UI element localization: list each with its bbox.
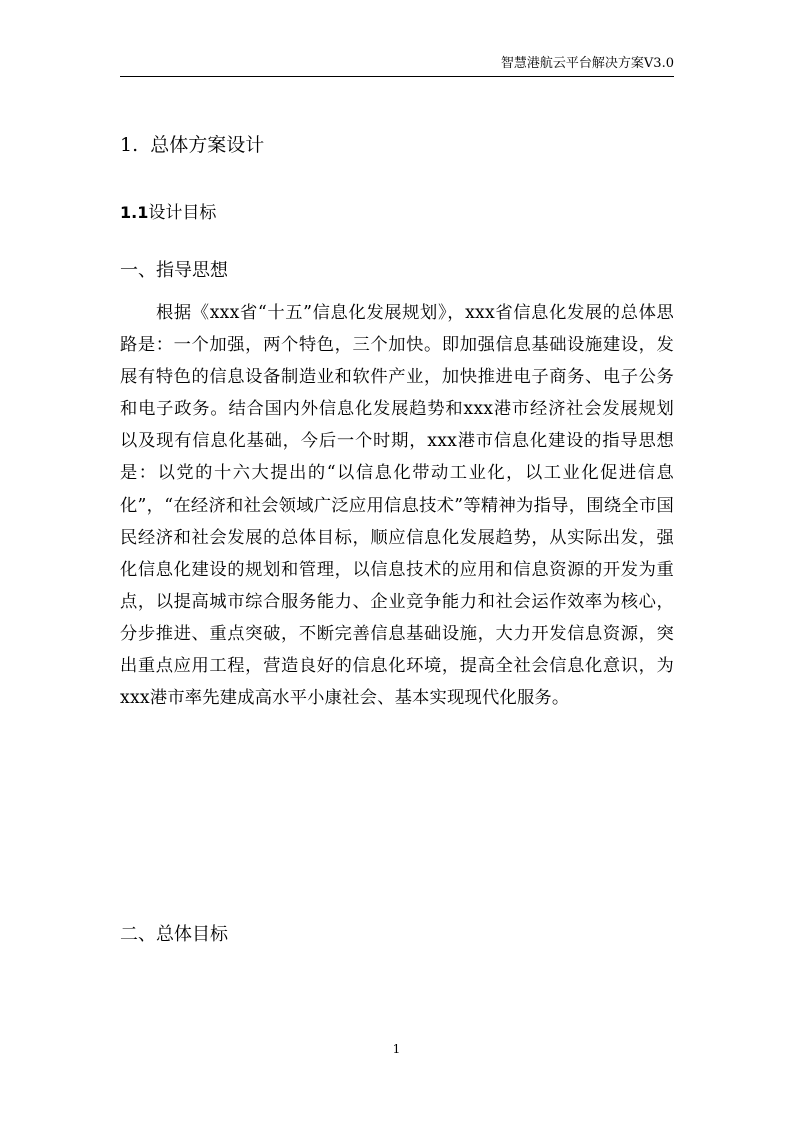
- part2-heading: 二、总体目标: [120, 924, 228, 945]
- page-number: 1: [392, 1042, 401, 1056]
- subsection-heading: [120, 198, 216, 228]
- section-heading: [120, 130, 264, 160]
- section-title: 总体方案设计: [150, 134, 265, 156]
- page-header: [120, 54, 674, 77]
- header-title: 智慧港航云平台解决方案V3.0: [500, 56, 674, 71]
- part1-paragraph: 根据《xxx省“十五”信息化发展规划》，xxx省信息化发展的总体思路是：一个加强，两个特色，三个加快。即加强信息基础设施建设，发展有特色的信息设备制造业和软件产业，加快推进电子商务、电子公务和电子政务。结合国内外信息化发展趋势和xxx港市经济社会发展规划以及现有信息化基础，今后一个时期，xxx港市信息化建设的指导思想是：以党的十六大提出的“以信息化带动工业化，以工业化促进信息化”，“在经济和社会领域广泛应用信息技术”等精神为指导，围绕全市国民经济和社会发展的总体目标，顺应信息化发展趋势，从实际出发，强化信息化建设的规划和管理，以信息技术的应用和信息资源的开发为重点，以提高城市综合服务能力、企业竞争能力和社会运作效率为核心，分步推进、重点突破，不断完善信息基础设施，大力开发信息资源，突出重点应用工程，营造良好的信息化环境，提高全社会信息化意识，为xxx港市率先建成高水平小康社会、基本实现现代化服务。: [120, 303, 674, 709]
- section-number: 1.: [120, 134, 139, 156]
- subsection-title: 设计目标: [148, 203, 217, 223]
- subsection-number: 1.1: [120, 203, 149, 222]
- part1-heading: 一、指导思想: [120, 260, 228, 281]
